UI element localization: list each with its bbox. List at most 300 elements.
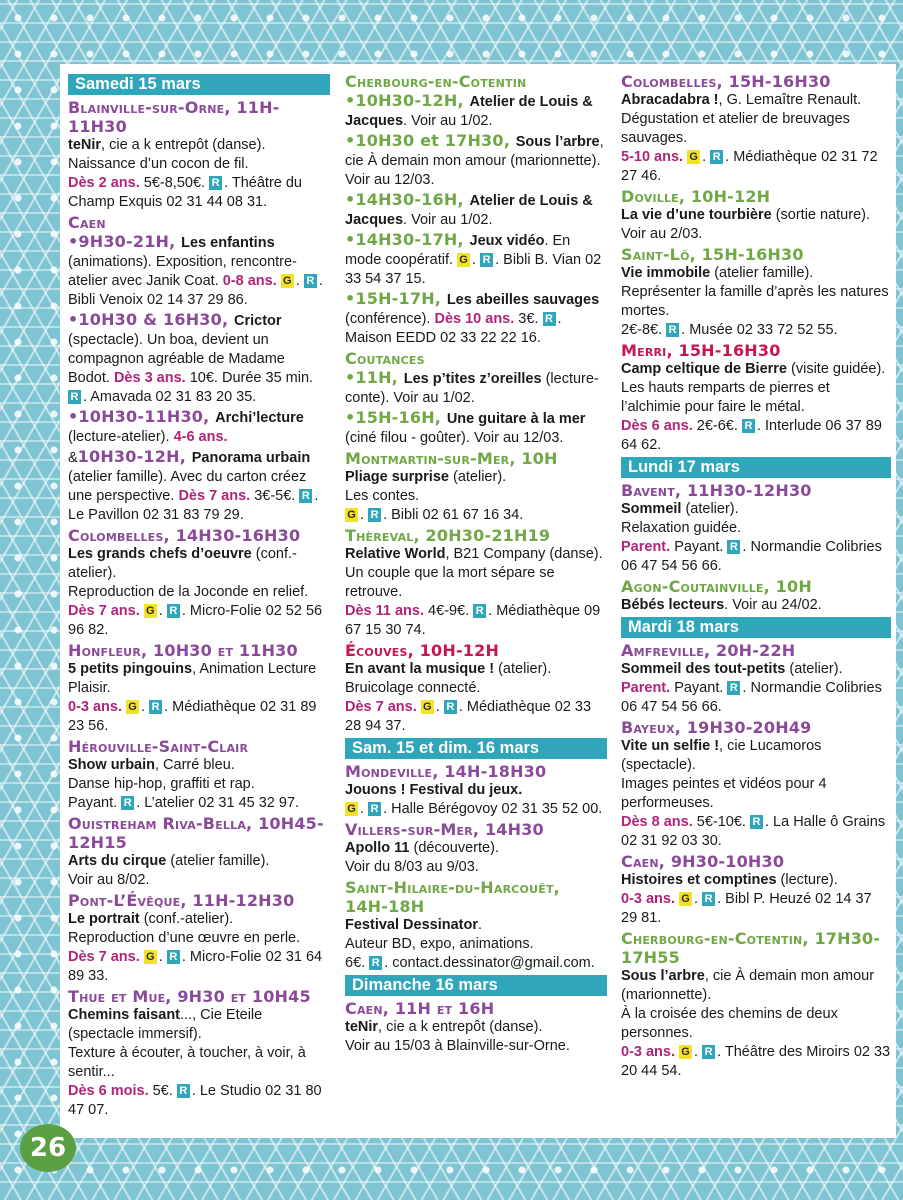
event-title: Les p’tites z’oreilles (403, 371, 542, 387)
event-location-heading: Agon-Coutainville, 10H (621, 577, 812, 596)
event-text: . Micro-Folie 02 31 64 89 33. (68, 949, 323, 984)
event-time: •10H30 et 17H30, (345, 131, 516, 150)
event-entry (68, 98, 330, 212)
event-title: Relative World (345, 546, 446, 562)
event-line (621, 660, 891, 679)
event-text: . contact.dessinator@gmail.com. (384, 955, 595, 971)
event-text: (conf.-atelier). (68, 546, 297, 581)
event-title: Sous l’arbre (515, 134, 600, 150)
event-location-heading: Colombelles, 15H-16H30 (621, 72, 831, 91)
reservation-badge-icon: R (167, 604, 180, 618)
event-line (621, 500, 891, 519)
reservation-badge-icon: R (473, 604, 486, 618)
event-line (345, 858, 607, 877)
event-text: 2€-8€. (621, 322, 667, 338)
event-line (345, 487, 607, 506)
event-time: •9H30-21H, (68, 232, 182, 251)
event-text: . Le Studio 02 31 80 47 07. (68, 1083, 322, 1118)
event-line (621, 1043, 891, 1081)
event-text: 6€. (345, 955, 370, 971)
event-text: (atelier famille). Avec du carton créez une perspective. (68, 469, 307, 504)
event-line (621, 890, 891, 928)
event-text: . Bibl P. Heuzé 02 14 37 29 81. (621, 891, 872, 926)
event-text: . Normandie Colibries 06 47 54 56 66. (621, 680, 882, 715)
event-line (621, 775, 891, 813)
event-line (345, 506, 607, 525)
event-text: ..., Cie Eteile (spectacle immersif). (68, 1007, 263, 1042)
event-line (68, 447, 330, 525)
event-title: teNir (345, 1019, 379, 1035)
reservation-badge-icon: R (304, 274, 317, 288)
event-line (621, 91, 891, 148)
free-badge-icon: G (281, 274, 294, 288)
event-entry (68, 737, 330, 813)
event-line (345, 545, 607, 564)
event-text: , Carré bleu. (155, 757, 235, 773)
event-line (68, 602, 330, 640)
agenda-column-3 (621, 72, 891, 1082)
event-text: . Voir au 24/02. (724, 597, 822, 613)
event-title: Histoires et comptines (621, 872, 777, 888)
event-line (621, 321, 891, 340)
event-title: Archi’lecture (215, 410, 304, 426)
event-title: Le portrait (68, 911, 140, 927)
event-text: (atelier famille). (710, 265, 814, 281)
agenda-column-2 (345, 72, 607, 1057)
event-line (68, 174, 330, 212)
reservation-badge-icon: R (121, 796, 134, 810)
reservation-badge-icon: R (480, 253, 493, 267)
event-line (345, 698, 607, 736)
event-location-heading: Cherbourg-en-Cotentin (345, 72, 527, 91)
event-title: Les grands chefs d’oeuvre (68, 546, 252, 562)
event-line (68, 310, 330, 407)
event-text: Relaxation guidée. (621, 520, 742, 536)
event-text: Voir au 15/03 à Blainville-sur-Orne. (345, 1038, 570, 1054)
event-title: Abracadabra ! (621, 92, 719, 108)
event-text: Les hauts remparts de pierres et l’alchimie pour faire le métal. (621, 380, 830, 415)
event-text: Payant. (670, 539, 728, 555)
event-text: (atelier). (448, 469, 507, 485)
event-entry (345, 820, 607, 877)
reservation-badge-icon: R (702, 892, 715, 906)
event-line (345, 1037, 607, 1056)
event-line (621, 1005, 891, 1043)
event-line (68, 871, 330, 890)
event-line (68, 1006, 330, 1044)
event-text: (lecture-conte). Voir au 1/02. (345, 371, 599, 406)
event-line (345, 1018, 607, 1037)
event-title: La vie d’une tourbière (621, 207, 772, 223)
audience-tag: Dès 10 ans. (434, 311, 515, 327)
event-entry (621, 341, 891, 455)
event-location-heading: Honfleur, 10H30 et 11H30 (68, 641, 298, 660)
event-text: (atelier). (681, 501, 739, 517)
event-line (621, 679, 891, 717)
audience-tag: Dès 7 ans. (68, 949, 140, 965)
event-title: Panorama urbain (191, 450, 311, 466)
event-line (621, 538, 891, 576)
event-entry (621, 718, 891, 851)
event-text: . (360, 507, 369, 523)
event-location-heading: Merri, 15H-16H30 (621, 341, 781, 360)
free-badge-icon: G (144, 604, 157, 618)
event-text: . Amavada 02 31 83 20 35. (83, 389, 257, 405)
event-entry (345, 449, 607, 525)
agenda-panel (60, 64, 896, 1138)
event-location-heading: Caen (68, 213, 106, 232)
agenda-column-1 (68, 72, 330, 1121)
event-title: Pliage surprise (345, 469, 449, 485)
event-title: En avant la musique ! (345, 661, 495, 677)
event-text: Payant. (68, 795, 122, 811)
event-text: Voir du 8/03 au 9/03. (345, 859, 479, 875)
event-text: (lecture). (776, 872, 838, 888)
audience-tag: Dès 7 ans. (345, 699, 417, 715)
event-line (621, 148, 891, 186)
event-text: 4€-9€. (424, 603, 474, 619)
event-location-heading: Hérouville-Saint-Clair (68, 737, 249, 756)
event-location-heading: Thèreval, 20H30-21H19 (345, 526, 551, 545)
event-line (68, 232, 330, 310)
reservation-badge-icon: R (368, 802, 381, 816)
event-title: Arts du cirque (68, 853, 167, 869)
audience-tag: Dès 3 ans. (113, 370, 186, 386)
free-badge-icon: G (126, 700, 139, 714)
reservation-badge-icon: R (68, 390, 81, 404)
event-text: 5€-8,50€. (139, 175, 210, 191)
event-time: •11H, (345, 368, 404, 387)
event-text: . L’atelier 02 31 45 32 97. (136, 795, 300, 811)
event-text: . (477, 917, 483, 933)
event-text: (conférence). (345, 311, 435, 327)
event-text: . Le Pavillon 02 31 83 79 29. (68, 488, 319, 523)
event-text: 2€-6€. (692, 418, 742, 434)
free-badge-icon: G (421, 700, 434, 714)
event-entry (621, 641, 891, 717)
reservation-badge-icon: R (710, 150, 723, 164)
event-line (621, 264, 891, 283)
event-title: Apollo 11 (345, 840, 410, 856)
event-text: (ciné filou - goûter). Voir au 12/03. (345, 430, 564, 446)
event-text: . Halle Bérégovoy 02 31 35 52 00. (383, 801, 603, 817)
event-text: . (158, 603, 167, 619)
event-text: . Interlude 06 37 89 64 62. (621, 418, 882, 453)
date-banner: Sam. 15 et dim. 16 mars (345, 738, 607, 759)
free-badge-icon: G (687, 150, 700, 164)
event-text: 10€. Durée 35 min. (185, 370, 314, 386)
event-time: •14H30-16H, (345, 190, 470, 209)
event-text: (sortie nature). Voir au 2/03. (621, 207, 870, 242)
event-line (621, 379, 891, 417)
event-text: . Médiathèque 02 31 89 23 56. (68, 699, 317, 734)
event-location-heading: Saint-Lô, 15H-16H30 (621, 245, 804, 264)
reservation-badge-icon: R (727, 681, 740, 695)
event-text: (atelier). Bruicolage connecté. (345, 661, 552, 696)
event-entry (621, 245, 891, 340)
event-line (345, 602, 607, 640)
event-location-heading: Thue et Mue, 9H30 et 10H45 (68, 987, 311, 1006)
reservation-badge-icon: R (149, 700, 162, 714)
event-entry (68, 213, 330, 525)
event-line (621, 360, 891, 379)
event-title: Jeux vidéo (469, 233, 545, 249)
event-entry (68, 526, 330, 640)
event-line (621, 871, 891, 890)
event-text: . Voir au 1/02. (403, 212, 493, 228)
event-text: . (702, 149, 711, 165)
free-badge-icon: G (679, 1045, 692, 1059)
audience-tag: Parent. (621, 680, 671, 696)
event-line (345, 781, 607, 800)
date-banner: Lundi 17 mars (621, 457, 891, 478)
event-text: Reproduction d’une œuvre en perle. (68, 930, 301, 946)
event-line (345, 368, 607, 408)
event-entry (621, 72, 891, 186)
audience-tag: Dès 6 mois. (68, 1083, 149, 1099)
event-text: (atelier famille). (166, 853, 270, 869)
event-text: 3€-5€. (250, 488, 300, 504)
event-text: . (295, 273, 304, 289)
event-line (345, 660, 607, 698)
event-title: Les enfantins (181, 235, 275, 251)
event-time: •14H30-17H, (345, 230, 470, 249)
event-line (68, 948, 330, 986)
event-title: Jouons ! Festival du jeux. (345, 782, 523, 798)
event-text: . Normandie Colibries 06 47 54 56 66. (621, 539, 882, 574)
event-line (68, 1082, 330, 1120)
free-badge-icon: G (144, 950, 157, 964)
event-entry (621, 577, 891, 615)
event-text: . Maison EEDD 02 33 22 22 16. (345, 311, 562, 346)
event-time: •10H30 & 16H30, (68, 310, 235, 329)
event-text: Un couple que la mort sépare se retrouve. (345, 565, 555, 600)
event-text: & (68, 450, 78, 466)
reservation-badge-icon: R (666, 323, 679, 337)
event-text: (conf.-atelier). (139, 911, 234, 927)
event-line (68, 852, 330, 871)
event-text: , cie À demain mon amour (marionnette). Voir au 12/03. (345, 134, 604, 188)
event-text: . Bibli B. Vian 02 33 54 37 15. (345, 252, 602, 287)
free-badge-icon: G (345, 508, 358, 522)
event-text: , cie Lucamoros (spectacle). (621, 738, 822, 773)
event-location-heading: Ouistreham Riva-Bella, 10H45-12H15 (68, 814, 324, 852)
audience-tag: Dès 8 ans. (621, 814, 693, 830)
event-entry (345, 999, 607, 1056)
event-line (68, 910, 330, 929)
event-text: 3€. (514, 311, 543, 327)
event-text: . (158, 949, 167, 965)
event-text: . Médiathèque 09 67 15 30 74. (345, 603, 601, 638)
audience-tag: Parent. (621, 539, 671, 555)
event-location-heading: Écouves, 10H-12H (345, 641, 500, 660)
event-line (621, 519, 891, 538)
event-entry (345, 349, 607, 448)
audience-tag: 4-6 ans. (173, 429, 228, 445)
event-text: . Médiathèque 02 31 72 27 46. (621, 149, 878, 184)
event-line (345, 839, 607, 858)
event-line (621, 813, 891, 851)
event-line (345, 564, 607, 602)
free-badge-icon: G (457, 253, 470, 267)
event-line (345, 408, 607, 448)
event-text: , G. Lemaître Renault. Dégustation et atelier de breuvages sauvages. (621, 92, 862, 146)
event-time: •15H-16H, (345, 408, 447, 427)
event-line (345, 190, 607, 230)
event-text: À la croisée des chemins de deux personnes. (621, 1006, 838, 1041)
event-text: . Théâtre du Champ Exquis 02 31 44 08 31. (68, 175, 303, 210)
event-line (621, 737, 891, 775)
event-time: •10H30-11H30, (68, 407, 216, 426)
event-title: Camp celtique de Bierre (621, 361, 787, 377)
event-text: . (360, 801, 369, 817)
audience-tag: Dès 7 ans. (68, 603, 140, 619)
event-location-heading: Pont-L’Évêque, 11H-12H30 (68, 891, 295, 910)
event-line (68, 698, 330, 736)
event-line (345, 91, 607, 131)
event-entry (68, 641, 330, 736)
event-title: Sous l’arbre (621, 968, 705, 984)
event-text: , cie À demain mon amour (marionnette). (621, 968, 875, 1003)
event-line (345, 131, 607, 190)
event-text: 5€-10€. (692, 814, 750, 830)
event-line (68, 775, 330, 794)
reservation-badge-icon: R (167, 950, 180, 964)
event-text: (animations). Exposition, rencontre-atelier avec Janik Coat. (68, 254, 297, 289)
free-badge-icon: G (345, 802, 358, 816)
event-line (345, 468, 607, 487)
event-location-heading: Caen, 9H30-10H30 (621, 852, 785, 871)
event-entry (621, 481, 891, 576)
event-title: Sommeil (621, 501, 682, 517)
event-text: , B21 Company (danse). (445, 546, 603, 562)
event-title: Atelier de Louis & Jacques (345, 193, 593, 228)
event-entry (68, 987, 330, 1120)
event-line (68, 583, 330, 602)
event-text: . Micro-Folie 02 52 56 96 82. (68, 603, 323, 638)
audience-tag: Dès 7 ans. (178, 488, 251, 504)
event-location-heading: Colombelles, 14H30-16H30 (68, 526, 301, 545)
date-banner: Mardi 18 mars (621, 617, 891, 638)
date-banner: Dimanche 16 mars (345, 975, 607, 996)
event-title: teNir (68, 137, 102, 153)
event-entry (345, 762, 607, 819)
event-text: , Animation Lecture Plaisir. (68, 661, 317, 696)
event-location-heading: Bayeux, 19H30-20H49 (621, 718, 812, 737)
event-line (68, 407, 330, 447)
event-location-heading: Coutances (345, 349, 425, 368)
event-text: (découverte). (409, 840, 499, 856)
event-line (345, 916, 607, 935)
event-text: . La Halle ô Grains 02 31 92 03 30. (621, 814, 886, 849)
event-location-heading: Cherbourg-en-Cotentin, 17H30-17H55 (621, 929, 881, 967)
page-number-badge: 26 (20, 1124, 76, 1172)
event-line (68, 660, 330, 698)
reservation-badge-icon: R (209, 176, 222, 190)
event-entry (68, 814, 330, 890)
event-location-heading: Amfreville, 20H-22H (621, 641, 796, 660)
event-text: . Médiathèque 02 33 28 94 37. (345, 699, 592, 734)
event-text: . Bibli 02 61 67 16 34. (383, 507, 524, 523)
event-line (68, 794, 330, 813)
event-text: 5€. (148, 1083, 177, 1099)
event-text: Payant. (670, 680, 728, 696)
event-title: Atelier de Louis & Jacques (345, 94, 593, 129)
event-text: . (141, 699, 150, 715)
event-text: Images peintes et vidéos pour 4 performeuses. (621, 776, 827, 811)
date-banner: Samedi 15 mars (68, 74, 330, 95)
event-line (621, 283, 891, 321)
reservation-badge-icon: R (727, 540, 740, 554)
event-line (68, 136, 330, 174)
event-line (68, 1044, 330, 1082)
event-text: . (694, 891, 703, 907)
event-title: Vite un selfie ! (621, 738, 720, 754)
free-badge-icon: G (679, 892, 692, 906)
event-time: •15H-17H, (345, 289, 447, 308)
event-line (345, 289, 607, 348)
event-entry (345, 72, 607, 348)
event-time: •10H30-12H, (345, 91, 470, 110)
event-title: Crictor (234, 313, 282, 329)
event-text: . (472, 252, 481, 268)
event-line (68, 929, 330, 948)
audience-tag: Dès 11 ans. (345, 603, 424, 619)
event-location-heading: Bavent, 11H30-12H30 (621, 481, 812, 500)
audience-tag: 0-3 ans. (68, 699, 122, 715)
event-text: Reproduction de la Joconde en relief. (68, 584, 309, 600)
event-title: Vie immobile (621, 265, 711, 281)
event-text: . En mode coopératif. (345, 233, 571, 268)
event-location-heading: Montmartin-sur-Mer, 10H (345, 449, 558, 468)
event-text: . Théâtre des Miroirs 02 33 20 44 54. (621, 1044, 891, 1079)
reservation-badge-icon: R (444, 700, 457, 714)
audience-tag: 0-8 ans. (222, 273, 277, 289)
event-entry (68, 891, 330, 986)
event-entry (345, 641, 607, 736)
reservation-badge-icon: R (750, 815, 763, 829)
event-title: Festival Dessinator (345, 917, 478, 933)
event-text: Auteur BD, expo, animations. (345, 936, 534, 952)
event-text: . Voir au 1/02. (403, 113, 493, 129)
event-text: . Musée 02 33 72 52 55. (681, 322, 838, 338)
event-title: Les abeilles sauvages (446, 292, 600, 308)
event-line (345, 935, 607, 954)
reservation-badge-icon: R (177, 1084, 190, 1098)
event-line (621, 417, 891, 455)
audience-tag: Dès 6 ans. (621, 418, 693, 434)
event-entry (345, 878, 607, 973)
event-text: (atelier). (785, 661, 843, 677)
audience-tag: Dès 2 ans. (68, 175, 140, 191)
reservation-badge-icon: R (742, 419, 755, 433)
event-entry (621, 852, 891, 928)
event-line (345, 954, 607, 973)
reservation-badge-icon: R (543, 312, 556, 326)
event-text: Texture à écouter, à toucher, à voir, à sentir... (68, 1045, 306, 1080)
event-location-heading: Villers-sur-Mer, 14H30 (345, 820, 544, 839)
event-title: Show urbain (68, 757, 155, 773)
audience-tag: 0-3 ans. (621, 1044, 675, 1060)
event-title: Bébés lecteurs (621, 597, 725, 613)
event-time: 10H30-12H, (77, 447, 192, 466)
event-text: . Bibli Venoix 02 14 37 29 86. (68, 273, 323, 308)
event-location-heading: Caen, 11H et 16H (345, 999, 495, 1018)
reservation-badge-icon: R (702, 1045, 715, 1059)
event-text: (lecture-atelier). (68, 429, 174, 445)
reservation-badge-icon: R (368, 508, 381, 522)
event-line (68, 545, 330, 583)
